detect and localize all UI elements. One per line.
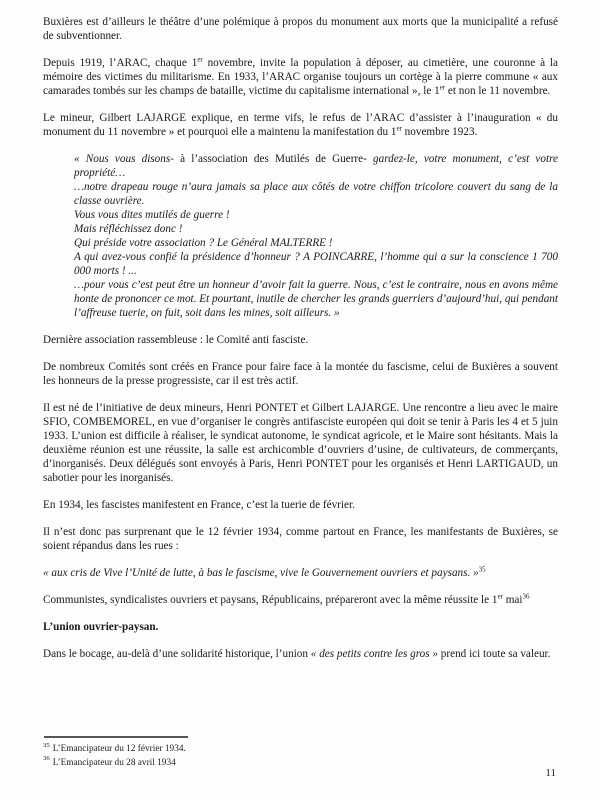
footnote-35 [43, 743, 558, 757]
para-tuerie-fevrier: En 1934, les fascistes manifestent en France, c’est la tuerie de février. [43, 499, 355, 511]
heading-union-ouvrier-paysan: L’union ouvrier-paysan. [43, 621, 159, 633]
para-citation-unite-de-lutte: « aux cris de Vive l’Unité de lutte, à bas le fascisme, vive le Gouvernement ouvriers et paysans. »$^{35}$ [43, 565, 486, 579]
quote-line: …notre drapeau rouge n’aura jamais sa place aux côtés de votre chiffon tricolore couvert du sang de la classe ouvrière. [74, 181, 558, 207]
quote-line: Qui préside votre association ? Le Général MALTERRE ! [74, 237, 333, 249]
quote-line: Vous vous dites mutilés de guerre ! [74, 209, 230, 221]
quote-line: …pour vous c’est peut être un honneur d’avoir fait la guerre. Nous, c’est le contraire, nous en avons même honte de prononcer ce mot. Et pourtant, inutile de chercher les grands guerriers d’aujourd’hui, qui pendant l’affreuse tuerie, on fuit, soit dans les mines, soit ailleurs. » [74, 279, 558, 319]
para-12-fevrier-1934: Il n’est donc pas surprenant que le 12 février 1934, comme partout en France, les manifestants de Buxières, se soient répandus dans les rues : [43, 526, 558, 552]
para-monument-polemique: Buxières est d’ailleurs le théâtre d’une polémique à propos du monument aux morts que la municipalité a refusé de subventionner. [43, 16, 558, 42]
quote-block-lajarge [74, 152, 558, 320]
footnote-marker: 35 [43, 741, 50, 749]
quote-line: « Nous vous disons- à l’association des Mutilés de Guerre- gardez-le, votre monument, c’est votre propriété… [74, 153, 558, 179]
footnote-36 [43, 757, 558, 771]
para-premier-mai: Communistes, syndicalistes ouvriers et paysans, Républicains, prépareront avec la même réussite le 1er mai$^{36}$ [43, 592, 530, 606]
footnote-marker: 36 [43, 755, 50, 763]
footnote-area [43, 736, 558, 770]
quote-line: A qui avez-vous confié la présidence d’honneur ? A POINCARRE, l’homme qui a sur la conscience 1 700 000 morts ! ... [74, 251, 558, 277]
para-bocage-union: Dans le bocage, au-delà d’une solidarité historique, l’union « des petits contre les gros » prend ici toute sa valeur. [43, 648, 551, 660]
page-number: 11 [545, 767, 556, 779]
footnote-text: L’Emancipateur du 28 avril 1934 [52, 757, 176, 768]
quote-line: Mais réfléchissez donc ! [74, 223, 183, 235]
para-comites-france: De nombreux Comités sont créés en France pour faire face à la montée du fascisme, celui de Buxières a souvent les honneurs de la presse progressiste, car il est très actif. [43, 361, 558, 387]
para-initiative-mineurs: Il est né de l’initiative de deux mineurs, Henri PONTET et Gilbert LAJARGE. Une rencontre a lieu avec le maire SFIO, COMBEMOREL, en vue d’organiser le congrès antifasciste européen qui doit se tenir à Paris les 4 et 5 juin 1933. L’union est difficile à réaliser, le syndicat autonome, le syndicat agricole, et le Maire sont hésitants. Mais la deuxième réunion est une réussite, la salle est archicomble d’ouvriers d’usine, de cultivateurs, de commerçants, d’inorganisés. Deux délégués sont envoyés à Paris, Henri PONTET pour les organisés et Henri LARTIGAUD, un sabotier pour les inorganisés. [43, 402, 558, 484]
footnote-separator [44, 736, 188, 738]
para-arac-1919: Depuis 1919, l’ARAC, chaque 1er novembre, invite la population à déposer, au cimetière, une couronne à la mémoire des victimes du militarisme. En 1933, l’ARAC organise toujours un cortège à la pierre commune « aux camarades tombés sur les champs de bataille, victime du capitalisme international », le 1er et non le 11 novembre. [43, 55, 558, 97]
para-lajarge-explication: Le mineur, Gilbert LAJARGE explique, en terme vifs, le refus de l’ARAC d’assister à l’inauguration « du monument du 11 novembre » et pourquoi elle a maintenu la manifestation du 1er novembre 1923. [43, 112, 558, 138]
footnote-text: L’Emancipateur du 12 février 1934. [52, 744, 186, 754]
para-comite-antifasciste: Dernière association rassembleuse : le Comité anti fasciste. [43, 334, 309, 346]
